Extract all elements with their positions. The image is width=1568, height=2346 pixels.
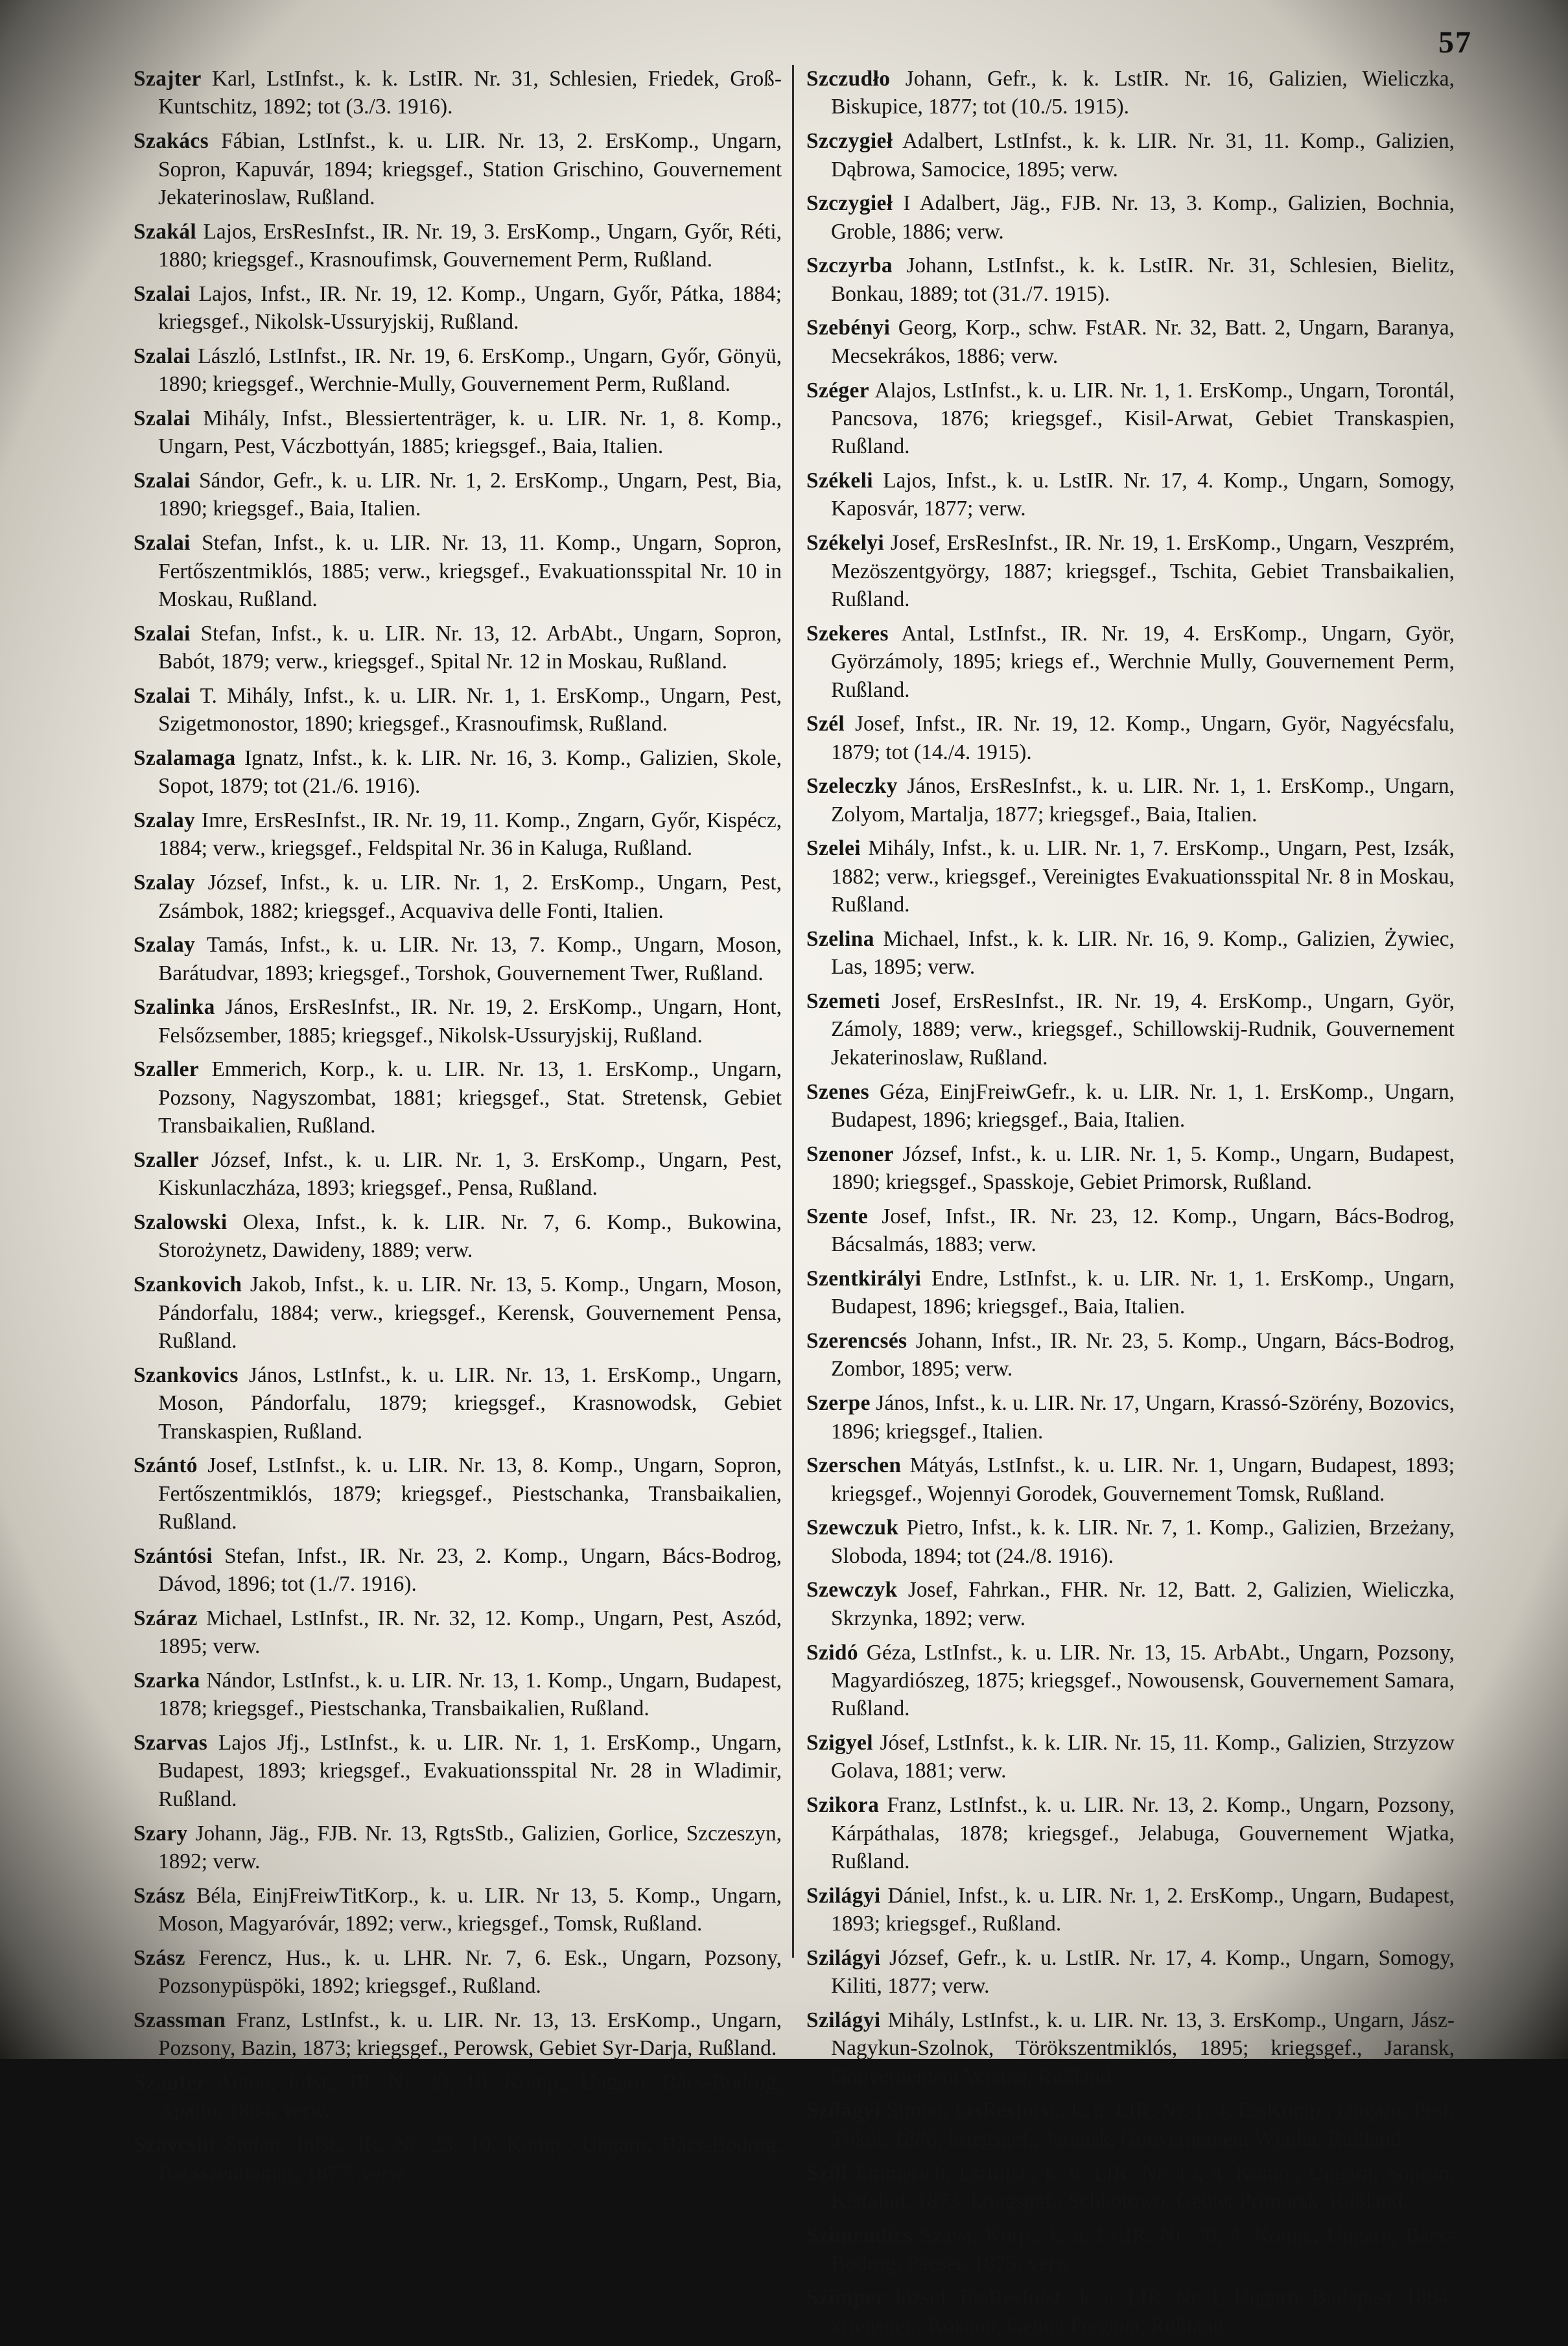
entry-details: Ferencz, Hus., k. u. LHR. Nr. 7, 6. Esk., Ungarn, Pozsony, Pozsonypüspöki, 1892; kriegsgef., Rußland. <box>158 1945 782 1999</box>
entry-surname: Szaller <box>134 1147 200 1172</box>
entry-surname: Szczudło <box>806 67 891 91</box>
entry-details: Lajos, Infst., IR. Nr. 19, 12. Komp., Ungarn, Győr, Pátka, 1884; kriegsgef., Nikolsk-Ussuryjskij, Rußland. <box>158 281 782 334</box>
entry-surname: Szalowski <box>134 1210 228 1235</box>
list-entry <box>806 65 1455 121</box>
entry-surname: Szalay <box>134 933 196 957</box>
entry-details: Endre, LstInfst., k. u. LIR. Nr. 1, 1. ErsKomp., Ungarn, Budapest, 1896; kriegsgef., Baia, Italien. <box>831 1266 1455 1319</box>
list-entry <box>806 1576 1455 1632</box>
entry-details: Mátyás, LstInfst., k. u. LIR. Nr. 1, Ungarn, Budapest, 1893; kriegsgef., Wojennyi Gorodek, Gouvernement Tomsk, Rußland. <box>831 1453 1455 1506</box>
entry-details: Stefan, Infst., IR. Nr. 23, 2. Komp., Ungarn, Bács-Bodrog, Dávod, 1896; tot (1./7. 1916). <box>158 1543 782 1597</box>
entry-details: Stefan, Infst., k. u. LIR. Nr. 13, 11. Komp., Ungarn, Sopron, Fertőszentmiklós, 1885; verw., kriegsgef., Evakuationsspital Nr. 10 in Moskau, Rußland. <box>158 531 782 611</box>
entry-details: Géza, LstInfst., k. u. LIR. Nr. 13, 15. ArbAbt., Ungarn, Pozsony, Magyardiószeg, 1875; kriegsgef., Nowousensk, Gouvernement Samara, Rußland. <box>831 1640 1455 1721</box>
entry-surname: Szikora <box>806 1793 880 1818</box>
entry-surname: Szankovich <box>134 1273 242 1297</box>
list-entry <box>806 925 1455 981</box>
list-entry <box>806 1882 1455 1938</box>
entry-surname: Szalinka <box>134 995 215 1020</box>
list-entry <box>134 806 782 863</box>
list-entry <box>134 127 782 211</box>
entry-details: Mihály, Infst., Blessiertenträger, k. u. LIR. Nr. 1, 8. Komp., Ungarn, Pest, Váczbottyán, 1885; kriegsgef., Baia, Italien. <box>158 406 782 459</box>
entry-details: Michael, Infst., k. k. LIR. Nr. 16, 9. Komp., Galizien, Żywiec, Las, 1895; verw. <box>831 926 1455 979</box>
list-entry <box>134 342 782 399</box>
list-entry <box>806 1389 1455 1446</box>
entry-surname: Szewczuk <box>806 1516 899 1540</box>
entry-surname: Szalamaga <box>134 745 236 770</box>
list-entry <box>134 65 782 121</box>
list-entry <box>806 467 1455 523</box>
entry-surname: Szentkirályi <box>806 1266 922 1291</box>
entry-details: Dániel, Infst., k. u. LIR. Nr. 1, 2. ErsKomp., Ungarn, Budapest, 1893; kriegsgef., Rußland. <box>831 1883 1455 1936</box>
entry-surname: Szakál <box>134 219 197 244</box>
entry-details: Száva, Korp., k. u. LstIR. Nr. 30, 4. Komp., Ungarn, Bács-Bodrog, Pacsér, 1875; verw. <box>831 2223 1455 2276</box>
entry-surname: Szauter <box>134 2070 207 2095</box>
entry-details: Antal, LstInfst., IR. Nr. 19, 4. ErsKomp., Ungarn, Györ, Györzámoly, 1895; kriegs ef., Werchnie Mully, Gouvernement Perm, Rußland. <box>831 621 1455 702</box>
entry-surname: Székeli <box>806 469 873 493</box>
entry-details: Stefan, Infst., k. u. LIR. Nr. 13, 12. ArbAbt., Ungarn, Sopron, Babót, 1879; verw., kriegsgef., Spital Nr. 12 in Moskau, Rußland. <box>158 621 782 674</box>
list-entry <box>134 1542 782 1599</box>
list-entry <box>806 772 1455 828</box>
entry-details: Josef, ErsResInfst., IR. Nr. 19, 4. ErsKomp., Ungarn, Györ, Zámoly, 1889; verw., kriegsgef., Schillowskij-Rudnik, Gouvernement Jekaterinoslaw, Rußland. <box>831 989 1455 1070</box>
entry-details: Johann, LstInfst., k. k. LstIR. Nr. 31, Schlesien, Bielitz, Bonkau, 1889; tot (31./7. 1915). <box>831 253 1455 306</box>
list-entry <box>134 744 782 801</box>
entry-details: I Adalbert, Jäg., FJB. Nr. 13, 3. Komp., Galizien, Bochnia, Groble, 1886; verw. <box>831 191 1455 244</box>
entry-details: József, Gefr., k. u. LstIR. Nr. 17, 4. Komp., Ungarn, Somogy, Kiliti, 1877; verw. <box>831 1945 1455 1999</box>
entry-surname: Szarvas <box>134 1731 208 1755</box>
entry-details: Nándor, LstInfst., k. u. LIR. Nr. 13, 1. Komp., Ungarn, Budapest, 1878; kriegsgef., Piestschanka, Transbaikalien, Rußland. <box>158 1668 782 1721</box>
entry-details: József, ErsResInfst., k. u. LIR. Nr. 1, Ungarn, Budapest, 1884; kriegsgef., Kokand, Gebiet Fergana, Rußland. <box>831 2285 1455 2338</box>
entry-details: Lajos Jfj., LstInfst., k. u. LIR. Nr. 1, 1. ErsKomp., Ungarn, Budapest, 1893; kriegsgef., Evakuationsspital Nr. 28 in Wladimir, Rußland. <box>158 1731 782 1811</box>
entry-details: József, Infst., k. u. LIR. Nr. 1, 3. ErsKomp., Ungarn, Pest, Kiskunlaczháza, 1893; kriegsgef., Pensa, Rußland. <box>158 1147 782 1201</box>
list-entry <box>806 529 1455 613</box>
entry-details: Géza, EinjFreiwGefr., k. u. LIR. Nr. 1, 1. ErsKomp., Ungarn, Budapest, 1896; kriegsgef., Baia, Italien. <box>831 1079 1455 1132</box>
entry-surname: Szczyrba <box>806 253 893 278</box>
entry-surname: Szigyel <box>806 1731 873 1755</box>
column-divider <box>792 65 794 1958</box>
list-entry <box>806 2222 1455 2278</box>
entry-surname: Szenes <box>806 1079 869 1104</box>
entry-surname: Szebényi <box>806 316 891 340</box>
entry-details: Emmerich, LstInfst., k. u. LIR. Nr. 13, 4. Komp., Ungarn, Sopron, Kisfalud, 1873; kriegsgef., Schkotowo, Gebiet Primorsk, Rußland. <box>831 2161 1455 2213</box>
entry-surname: Szente <box>806 1204 869 1228</box>
list-entry <box>806 1202 1455 1259</box>
entry-details: Tamás, Infst., k. u. LIR. Nr. 13, 7. Komp., Ungarn, Moson, Barátudvar, 1893; kriegsgef., Torshok, Gouvernement Twer, Rußland. <box>158 933 782 985</box>
entry-details: Johann, Jäg., FJB. Nr. 13, RgtsStb., Galizien, Gorlice, Szczeszyn, 1892; verw. <box>158 1821 782 1873</box>
entry-surname: Szalay <box>134 871 196 895</box>
entry-surname: Szczygieł <box>806 129 893 154</box>
list-entry <box>806 2284 1455 2340</box>
list-entry <box>134 1729 782 1813</box>
list-entry <box>134 1208 782 1265</box>
list-entry <box>806 1140 1455 1197</box>
entry-surname: Szczygieł <box>806 191 893 216</box>
entry-surname: Szelina <box>806 926 874 951</box>
entry-surname: Szary <box>134 1821 188 1846</box>
list-entry <box>806 1729 1455 1785</box>
entry-details: Jósef, LstInfst., k. k. LIR. Nr. 15, 11. Komp., Galizien, Strzyzow Golava, 1881; verw. <box>831 1731 1455 1783</box>
entry-details: Olexa, Infst., k. k. LIR. Nr. 7, 6. Komp., Bukowina, Storożynetz, Dawideny, 1889; verw. <box>158 1210 782 1263</box>
entry-surname: Szavcsin <box>134 2133 215 2157</box>
list-entry <box>806 314 1455 370</box>
entry-surname: Szassman <box>134 2008 226 2032</box>
entry-details: László, LstInfst., IR. Nr. 19, 6. ErsKomp., Ungarn, Győr, Gönyü, 1890; kriegsgef., Werchnie-Mully, Gouvernement Perm, Rußland. <box>158 344 782 397</box>
list-entry <box>806 1265 1455 1321</box>
entry-surname: Szántó <box>134 1453 198 1478</box>
page-number: 57 <box>1438 25 1472 60</box>
entry-surname: Szankovics <box>134 1363 239 1387</box>
list-entry <box>806 127 1455 183</box>
entry-surname: Szász <box>134 1945 185 1970</box>
entry-details: János, ErsResInfst., k. u. LIR. Nr. 1, 1. ErsKomp., Ungarn, Zolyom, Martalja, 1877; kriegsgef., Baia, Italien. <box>831 774 1455 827</box>
list-entry <box>806 189 1455 246</box>
entry-surname: Szalai <box>134 344 191 368</box>
list-entry <box>134 931 782 987</box>
entry-details: József, Infst., k. u. LIR. Nr. 1, 5. Komp., Ungarn, Budapest, 1890; kriegsgef., Spasskoje, Gebiet Primorsk, Rußland. <box>831 1142 1455 1195</box>
entry-details: Béla, EinjFreiwTitKorp., k. u. LIR. Nr 13, 5. Komp., Ungarn, Moson, Magyaróvár, 1892; verw., kriegsgef., Tomsk, Rußland. <box>158 1883 782 1936</box>
entry-details: Mihály, Infst., k. u. LIR. Nr. 1, 7. ErsKomp., Ungarn, Pest, Izsák, 1882; verw., kriegsgef., Vereinigtes Evakuationsspital Nr. 8 in Moskau, Rußland. <box>831 836 1455 917</box>
list-entry <box>806 620 1455 704</box>
list-entry <box>806 834 1455 919</box>
entry-surname: Szalai <box>134 469 191 493</box>
list-entry <box>806 1451 1455 1508</box>
entry-details: József, Infst., k. u. LIR. Nr. 1, 2. ErsKomp., Ungarn, Pest, Zsámbok, 1882; kriegsgef., Acquaviva delle Fonti, Italien. <box>158 871 782 923</box>
entry-details: Lajos, Infst., k. u. LstIR. Nr. 17, 4. Komp., Ungarn, Somogy, Kaposvár, 1877; verw. <box>831 469 1455 521</box>
list-entry <box>134 1271 782 1355</box>
entry-surname: Szewczyk <box>806 1578 898 1602</box>
entry-details: Johann, Gefr., k. k. LstIR. Nr. 16, Galizien, Wieliczka, Biskupice, 1877; tot (10./5. 1915). <box>831 67 1455 119</box>
entry-details: Stefan, Infst., IR. Nr. 23, 10. Komp., Ungarn, Bács-Bodrog, Bácsszenttamás, 1877; verw. <box>158 2133 782 2185</box>
entry-details: Simon, ErsResInfst., k. u. LIR. Nr. 1, 4. ErsKomp., Ungarn, Pest, Tököl, 1886; kriegsgef., Jaransk, Gouvernement Wjatka, Rußland. <box>831 2098 1455 2151</box>
entry-surname: Szász <box>134 1883 185 1908</box>
entry-details: Karl, LstInfst., k. k. LstIR. Nr. 31, Schlesien, Friedek, Groß-Kuntschitz, 1892; tot (3./3. 1916). <box>158 67 782 119</box>
entry-details: Josef, LstInfst., k. u. LIR. Nr. 13, 8. Komp., Ungarn, Sopron, Fertőszentmiklós, 1879; kriegsgef., Piestschanka, Transbaikalien, Rußland. <box>158 1453 782 1534</box>
list-entry <box>134 1451 782 1536</box>
list-entry <box>134 218 782 274</box>
entry-details: Georg, Korp., schw. FstAR. Nr. 32, Batt. 2, Ungarn, Baranya, Mecsekrákos, 1886; verw. <box>831 316 1455 368</box>
entry-surname: Szalai <box>134 683 191 708</box>
entry-surname: Szerschen <box>806 1453 902 1478</box>
list-entry <box>806 2006 1455 2091</box>
entry-details: Michael, LstInfst., IR. Nr. 32, 12. Komp., Ungarn, Pest, Aszód, 1895; verw. <box>158 1606 782 1659</box>
entry-details: Adalbert, LstInfst., k. k. LIR. Nr. 31, 11. Komp., Galizien, Dąbrowa, Samocice, 1895; verw. <box>831 129 1455 182</box>
entry-surname: Szenoner <box>806 1142 894 1166</box>
entry-details: Jakob, Infst., k. u. LIR. Nr. 13, 5. Komp., Ungarn, Moson, Pándorfalu, 1884; verw., kriegsgef., Kerensk, Gouvernement Pensa, Rußland. <box>158 1273 782 1353</box>
entry-surname: Szalay <box>134 808 196 833</box>
entry-details: Franz, LstInfst., k. u. LIR. Nr. 13, 2. Komp., Ungarn, Pozsony, Kárpáthalas, 1878; kriegsgef., Jelabuga, Gouvernement Wjatka, Rußland. <box>831 1793 1455 1873</box>
entry-surname: Szaller <box>134 1057 200 1082</box>
list-entry <box>134 993 782 1050</box>
entry-details: T. Mihály, Infst., k. u. LIR. Nr. 1, 1. ErsKomp., Ungarn, Pest, Szigetmonostor, 1890; kriegsgef., Krasnoufimsk, Rußland. <box>158 683 782 736</box>
list-entry <box>134 467 782 523</box>
list-entry <box>134 1667 782 1723</box>
list-entry <box>806 1791 1455 1875</box>
entry-details: Josef, Infst., IR. Nr. 23, 12. Komp., Ungarn, Bács-Bodrog, Bácsalmás, 1883; verw. <box>831 1204 1455 1257</box>
entry-surname: Szalai <box>134 621 191 646</box>
entry-details: János, LstInfst., k. u. LIR. Nr. 13, 1. ErsKomp., Ungarn, Moson, Pándorfalu, 1879; kriegsgef., Krasnowodsk, Gebiet Transkaspien, Rußland. <box>158 1363 782 1444</box>
list-entry <box>806 710 1455 766</box>
entry-details: Pietro, Infst., k. k. LIR. Nr. 7, 1. Komp., Galizien, Brzeżany, Sloboda, 1894; tot (24./8. 1916). <box>831 1516 1455 1568</box>
list-entry <box>134 869 782 925</box>
left-column <box>134 65 782 2193</box>
entry-details: Ignatz, Infst., k. k. LIR. Nr. 16, 3. Komp., Galizien, Skole, Sopot, 1879; tot (21./6. 1916). <box>158 745 782 799</box>
entry-surname: Szalai <box>134 406 191 430</box>
entry-details: Imre, ErsResInfst., IR. Nr. 19, 11. Komp., Zngarn, Győr, Kispécz, 1884; verw., kriegsgef., Feldspital Nr. 36 in Kaluga, Rußland. <box>158 808 782 861</box>
entry-details: Sándor, Gefr., k. u. LIR. Nr. 1, 2. ErsKomp., Ungarn, Pest, Bia, 1890; kriegsgef., Baia, Italien. <box>158 469 782 521</box>
entry-surname: Székelyi <box>806 531 885 556</box>
entry-surname: Szilágyi <box>806 2098 881 2123</box>
entry-surname: Szimendics <box>806 2223 913 2247</box>
entry-details: Johann, Infst., IR. Nr. 23, 5. Komp., Ungarn, Bács-Bodrog, Zombor, 1895; verw. <box>831 1329 1455 1381</box>
list-entry <box>806 1639 1455 1723</box>
list-entry <box>134 1055 782 1140</box>
entry-details: Franz, LstInfst., k. u. LIR. Nr. 13, 13. ErsKomp., Ungarn, Pozsony, Bazin, 1873; kriegsgef., Perowsk, Gebiet Syr-Darja, Rußland. <box>158 2008 782 2061</box>
entry-surname: Szilágyi <box>806 2008 881 2032</box>
list-entry <box>134 1146 782 1202</box>
entry-details: Mihály, LstInfst., k. u. LIR. Nr. 13, 3. ErsKomp., Ungarn, Jász-Nagykun-Szolnok, Törökszentmiklós, 1895; kriegsgef., Jaransk, Gouvernement Wjatka, Rußland. <box>831 2008 1455 2089</box>
entry-surname: Szakács <box>134 129 209 154</box>
entry-surname: Száraz <box>134 1606 198 1630</box>
right-column <box>806 65 1455 2346</box>
entry-surname: Szimper <box>806 2285 885 2310</box>
entry-surname: Szelei <box>806 836 861 861</box>
entry-surname: Szili <box>806 2161 848 2185</box>
list-entry <box>134 280 782 336</box>
list-entry <box>134 1882 782 1938</box>
entry-surname: Szilágyi <box>806 1883 881 1908</box>
list-entry <box>134 2006 782 2063</box>
list-entry <box>134 1604 782 1661</box>
list-entry <box>806 1514 1455 1570</box>
entry-surname: Szántósi <box>134 1543 213 1568</box>
entry-details: Josef, Fahrkan., FHR. Nr. 12, Batt. 2, Galizien, Wieliczka, Skrzynka, 1892; verw. <box>831 1578 1455 1630</box>
list-entry <box>134 1361 782 1446</box>
list-entry <box>134 620 782 676</box>
entry-surname: Szarka <box>134 1668 200 1693</box>
entry-details: János, Infst., k. u. LIR. Nr. 17, Ungarn, Krassó-Szörény, Bozovics, 1896; kriegsgef., Italien. <box>831 1391 1455 1444</box>
entry-details: Josef, ErsResInfst., IR. Nr. 19, 1. ErsKomp., Ungarn, Veszprém, Mezöszentgyörgy, 1887; kriegsgef., Tschita, Gebiet Transbaikalien, Rußland. <box>831 531 1455 611</box>
entry-surname: Szalai <box>134 531 191 556</box>
list-entry <box>806 1944 1455 2000</box>
entry-surname: Szajter <box>134 67 202 91</box>
list-entry <box>806 1078 1455 1134</box>
list-entry <box>806 1327 1455 1383</box>
entry-details: Fábian, LstInfst., k. u. LIR. Nr. 13, 2. ErsKomp., Ungarn, Sopron, Kapuvár, 1894; kriegsgef., Station Grischino, Gouvernement Jekaterinoslaw, Rußland. <box>158 129 782 209</box>
entry-surname: Szilágyi <box>806 1945 881 1970</box>
list-entry <box>134 2069 782 2125</box>
list-entry <box>134 405 782 461</box>
entry-details: Anton, Infst., IR. Nr. 23, 10. Komp., Ungarn, Bács-Bodrog, Apatin, 1884; verw. <box>158 2070 782 2123</box>
entry-surname: Szél <box>806 712 845 736</box>
entry-surname: Szerpe <box>806 1391 871 1416</box>
list-entry <box>806 377 1455 461</box>
list-entry <box>806 2096 1455 2153</box>
list-entry <box>134 529 782 613</box>
entry-surname: Szidó <box>806 1640 858 1665</box>
list-entry <box>134 1820 782 1876</box>
entry-surname: Szekeres <box>806 621 889 646</box>
list-entry <box>806 252 1455 308</box>
entry-details: Josef, Infst., IR. Nr. 19, 12. Komp., Ungarn, Györ, Nagyécsfalu, 1879; tot (14./4. 1915). <box>831 712 1455 764</box>
entry-details: Emmerich, Korp., k. u. LIR. Nr. 13, 1. ErsKomp., Ungarn, Pozsony, Nagyszombat, 1881; kriegsgef., Stat. Stretensk, Gebiet Transbaikalien, Rußland. <box>158 1057 782 1138</box>
entry-details: Alajos, LstInfst., k. u. LIR. Nr. 1, 1. ErsKomp., Ungarn, Torontál, Pancsova, 1876; kriegsgef., Kisil-Arwat, Gebiet Transkaspien, Rußland. <box>831 378 1455 459</box>
entry-surname: Szerencsés <box>806 1329 907 1353</box>
entry-surname: Szeleczky <box>806 774 898 799</box>
entry-surname: Széger <box>806 378 869 403</box>
entry-surname: Szalai <box>134 281 191 306</box>
list-entry <box>134 2131 782 2187</box>
entry-surname: Szemeti <box>806 989 881 1014</box>
list-entry <box>134 1944 782 2000</box>
entry-details: Lajos, ErsResInfst., IR. Nr. 19, 3. ErsKomp., Ungarn, Győr, Réti, 1880; kriegsgef., Krasnoufimsk, Gouvernement Perm, Rußland. <box>158 219 782 272</box>
list-entry <box>806 987 1455 1072</box>
list-entry <box>806 2159 1455 2216</box>
entry-details: János, ErsResInfst., IR. Nr. 19, 2. ErsKomp., Ungarn, Hont, Felsőzsember, 1885; kriegsgef., Nikolsk-Ussuryjskij, Rußland. <box>158 995 782 1048</box>
list-entry <box>134 682 782 738</box>
